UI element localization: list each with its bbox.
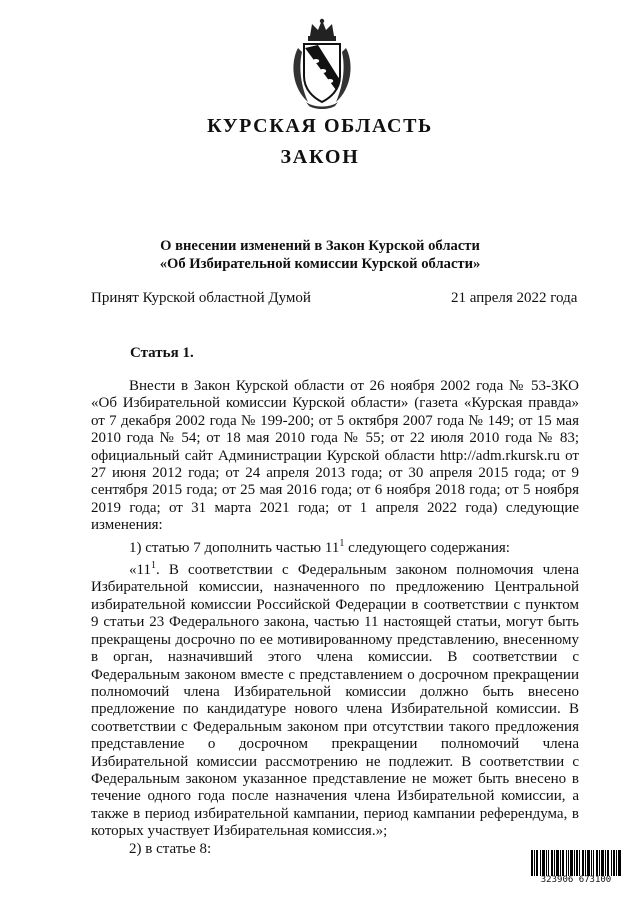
item-1-paragraph	[91, 535, 579, 557]
article-heading: Статья 1.	[130, 345, 194, 361]
quote-text: . В соответствии с Федеральным законом полномочия члена Избирательной комиссии, назначенного по предложению Центральной избирательной комиссии Российской Федерации в соответствии с пунктом 9 статьи 23 Федерального закона, частью 11 настоящей статьи, могут быть прекращены досрочно по ее мотивированному представлению, внесенному в орган, назначивший этого члена комиссии. В соответствии с Федеральным законом вместе с представлением о досрочном прекращении полномочий члена Избирательной комиссии должно быть внесено предложение по кандидатуре нового члена Избирательной комиссии. В соответствии с Федеральным законом при отсутствии такого предложения представление о досрочном прекращении полномочий члена Избирательной комиссии рассмотрению не подлежит. В соответствии с Федеральным законом указанное представление не может быть внесено в течение одного года после назначения члена Избирательной комиссии, а также в период избирательной кампании, период кампании референдума, в которых участвует Избирательная комиссия.»;	[91, 562, 579, 840]
barcode-bars-icon	[531, 850, 621, 876]
adopted-by: Принят Курской областной Думой	[91, 290, 311, 306]
adoption-date: 21 апреля 2022 года	[451, 290, 578, 306]
item-1-superscript: 1	[339, 537, 345, 549]
barcode	[531, 850, 621, 886]
barcode-number: 323906 673100	[540, 875, 612, 885]
quote-open: «11	[129, 562, 151, 579]
article-intro-paragraph: Внести в Закон Курской области от 26 ноября 2002 года № 53-ЗКО «Об Избирательной комиссии Курской области» (газета «Курская правда» от 7 декабря 2002 года № 199-200; от 5 октября 2007 года № 149; от 15 мая 2010 года № 54; от 18 мая 2010 года № 55; от 22 июля 2010 года № 83; официальный сайт Администрации Курской области http://adm.rkursk.ru от 27 июня 2012 года; от 24 апреля 2013 года; от 30 апреля 2015 года; от 9 сентября 2015 года; от 25 мая 2016 года; от 6 ноября 2018 года; от 5 ноября 2019 года; от 31 марта 2021 года; от 1 апреля 2022 года) следующие изменения:	[91, 378, 579, 534]
law-title-line1: О внесении изменений в Закон Курской области	[160, 238, 480, 254]
coat-of-arms-icon	[288, 18, 356, 110]
item-1-text: 1) статью 7 дополнить частью 11	[129, 539, 340, 556]
item-2-paragraph: 2) в статье 8:	[129, 840, 212, 857]
law-title-line2: «Об Избирательной комиссии Курской области»	[159, 256, 481, 272]
quoted-provision-paragraph	[91, 557, 579, 841]
quote-superscript: 1	[150, 560, 156, 572]
article-body	[91, 378, 579, 858]
item-1-tail: следующего содержания:	[344, 539, 510, 556]
region-name: КУРСКАЯ ОБЛАСТЬ	[207, 115, 433, 137]
document-type: ЗАКОН	[280, 146, 360, 168]
